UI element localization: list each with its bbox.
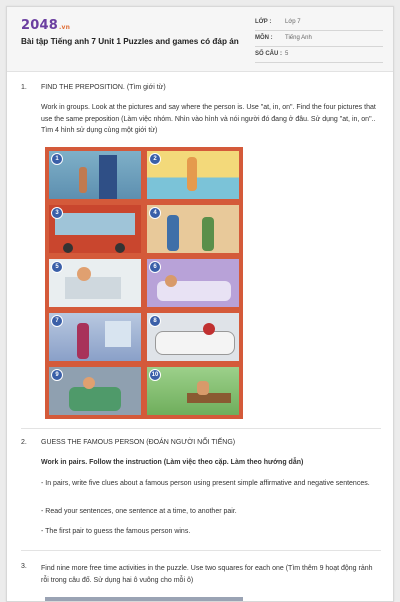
site-logo[interactable] [21, 18, 70, 33]
section-2-title: GUESS THE FAMOUS PERSON (ĐOÁN NGƯỜI NỔI TIẾNG) [41, 439, 236, 446]
section-divider [21, 550, 381, 551]
logo-suffix-text: .vn [58, 24, 71, 31]
meta-value: Tiếng Anh [285, 35, 312, 41]
picture-8 [147, 313, 239, 361]
meta-row-question-count [255, 48, 383, 63]
section-2-bullet-3: - The first pair to guess the famous person wins. [41, 528, 191, 535]
meta-row-class [255, 16, 383, 31]
picture-9 [49, 367, 141, 415]
picture-7 [49, 313, 141, 361]
picture-5 [49, 259, 141, 307]
section-3-number: 3. [21, 563, 27, 570]
section-1-number: 1. [21, 84, 27, 91]
picture-number-badge: 4 [149, 207, 161, 219]
logo-main-text: 2048 [21, 18, 58, 33]
picture-6 [147, 259, 239, 307]
document-header [7, 7, 393, 72]
picture-number-badge: 7 [51, 315, 63, 327]
picture-2 [147, 151, 239, 199]
section-1-body: Work in groups. Look at the pictures and say where the person is. Use "at, in, on". Find the four pictures that use the same preposition (Làm việc nhóm. Nhìn vào hình và nói người đó đang ở đâu. Sử dụng "at, in, on".. Tìm 4 hình sử dụng cùng một giới từ) [41, 104, 376, 134]
picture-10 [147, 367, 239, 415]
section-divider [21, 428, 381, 429]
meta-row-subject [255, 32, 383, 47]
section-2-bullet-1: - In pairs, write five clues about a famous person using present simple affirmative and negative sentences. [41, 480, 370, 487]
section-2-bullet-2: - Read your sentences, one sentence at a time, to another pair. [41, 508, 237, 515]
meta-value: 5 [285, 51, 289, 57]
picture-grid [45, 147, 243, 419]
picture-number-badge: 9 [51, 369, 63, 381]
meta-key: MÔN : [255, 35, 273, 41]
picture-number-badge: 10 [149, 369, 161, 381]
picture-number-badge: 1 [51, 153, 63, 165]
picture-number-badge: 3 [51, 207, 63, 219]
section-1-title: FIND THE PREPOSITION. (Tìm giới từ) [41, 84, 166, 91]
picture-number-badge: 5 [51, 261, 63, 273]
meta-value: Lớp 7 [285, 19, 301, 25]
picture-1 [49, 151, 141, 199]
picture-number-badge: 6 [149, 261, 161, 273]
meta-key: SỐ CÂU : [255, 51, 282, 57]
picture-number-badge: 2 [149, 153, 161, 165]
document-page [6, 6, 394, 602]
picture-number-badge: 8 [149, 315, 161, 327]
document-title: Bài tập Tiếng anh 7 Unit 1 Puzzles and games có đáp án [21, 37, 239, 46]
section-2-instruction: Work in pairs. Follow the instruction (Làm việc theo cặp. Làm theo hướng dẫn) [41, 459, 304, 466]
picture-4 [147, 205, 239, 253]
meta-key: LỚP : [255, 19, 272, 25]
section-2-number: 2. [21, 439, 27, 446]
section-3-body: Find nine more free time activities in the puzzle. Use two squares for each one (Tìm thêm 9 hoạt động rảnh rỗi trong câu đố. Sử dụng hai ô vuông cho mỗi ô) [41, 565, 373, 584]
picture-3 [49, 205, 141, 253]
